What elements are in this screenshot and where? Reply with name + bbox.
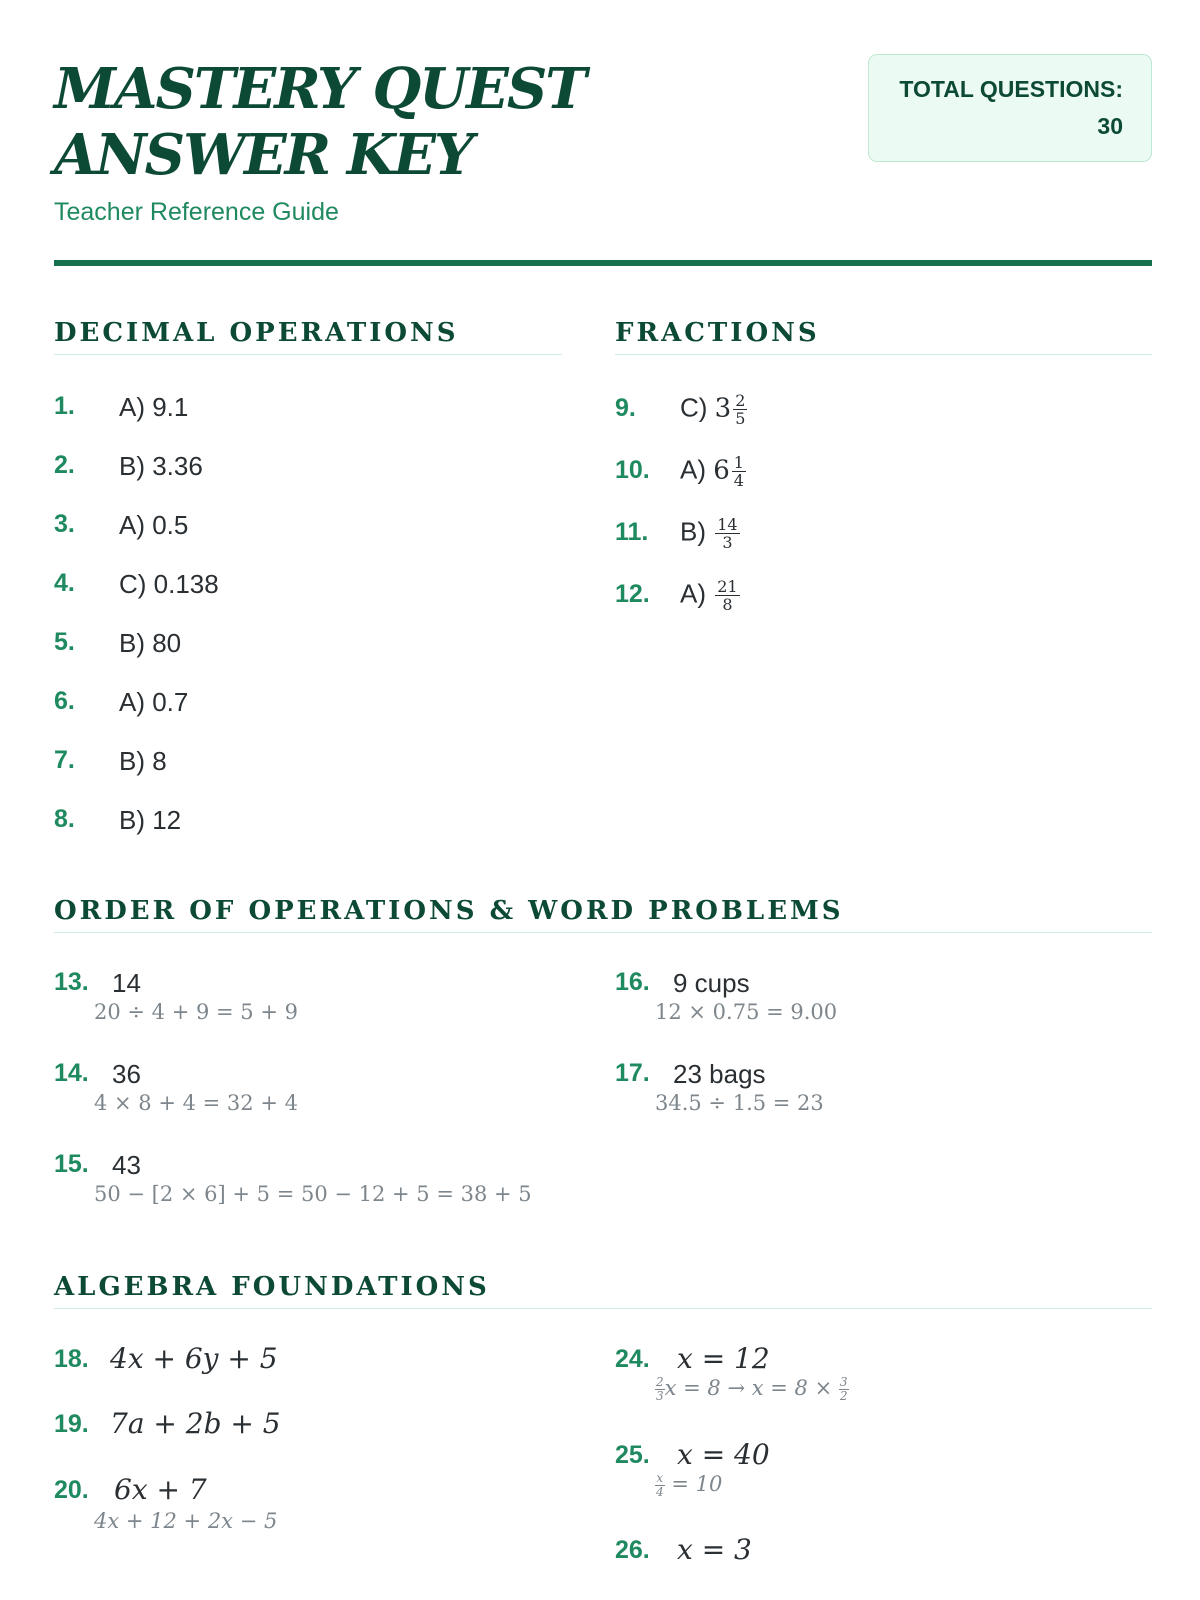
fraction-numerator: 2 bbox=[656, 1375, 664, 1389]
fraction-denominator: 3 bbox=[656, 1389, 664, 1403]
question-number: 2. bbox=[54, 451, 75, 479]
answer-text: 7a + 2b + 5 bbox=[110, 1407, 281, 1440]
question-number: 16. bbox=[615, 968, 650, 996]
answer-row bbox=[615, 1342, 1145, 1422]
fraction-denominator: 3 bbox=[722, 533, 733, 552]
fraction-numerator: x bbox=[656, 1471, 664, 1485]
answer-text: B) 80 bbox=[119, 628, 182, 658]
answer-choice: A) bbox=[680, 578, 706, 609]
answer-row bbox=[54, 1342, 594, 1392]
fraction-numerator: 2 bbox=[735, 391, 746, 410]
question-number: 6. bbox=[54, 687, 75, 715]
work-shown: 34.5 ÷ 1.5 = 23 bbox=[655, 1091, 824, 1115]
question-number: 10. bbox=[615, 456, 650, 484]
fraction-numerator: 1 bbox=[733, 453, 744, 472]
answer-row bbox=[615, 516, 1115, 566]
answer-row bbox=[54, 1150, 594, 1220]
answer-row bbox=[54, 392, 554, 442]
question-number: 25. bbox=[615, 1441, 650, 1469]
answer-row bbox=[54, 1473, 594, 1543]
question-number: 24. bbox=[615, 1345, 650, 1373]
answer-fraction bbox=[715, 516, 739, 551]
answer-text: 14 bbox=[112, 968, 141, 998]
question-number: 19. bbox=[54, 1410, 89, 1438]
question-number: 1. bbox=[54, 392, 75, 420]
answer-text bbox=[680, 454, 746, 489]
answer-fraction bbox=[733, 392, 747, 427]
answer-row bbox=[54, 1407, 594, 1457]
answer-row bbox=[615, 1533, 1145, 1583]
answer-row bbox=[615, 1059, 1145, 1129]
fraction-numerator: 14 bbox=[717, 515, 738, 534]
answer-text: 23 bags bbox=[673, 1059, 766, 1089]
answer-whole: 6 bbox=[713, 455, 730, 486]
question-number: 5. bbox=[54, 628, 75, 656]
answer-text: C) 0.138 bbox=[119, 569, 219, 599]
work-fraction bbox=[655, 1376, 665, 1403]
answer-text: 4x + 6y + 5 bbox=[110, 1342, 278, 1375]
answer-row bbox=[615, 968, 1145, 1038]
answer-text: x = 40 bbox=[677, 1438, 770, 1471]
section-title-algebra: ALGEBRA FOUNDATIONS bbox=[54, 1272, 1152, 1309]
total-questions-badge bbox=[868, 54, 1152, 162]
question-number: 3. bbox=[54, 510, 75, 538]
answer-text bbox=[680, 516, 740, 551]
question-number: 17. bbox=[615, 1059, 650, 1087]
question-number: 7. bbox=[54, 746, 75, 774]
work-fraction bbox=[655, 1472, 665, 1499]
answer-fraction bbox=[732, 454, 746, 489]
answer-text: 43 bbox=[112, 1150, 141, 1180]
question-number: 8. bbox=[54, 805, 75, 833]
total-questions-value: 30 bbox=[1097, 113, 1123, 139]
fraction-denominator: 8 bbox=[722, 595, 733, 614]
answer-row bbox=[54, 569, 554, 619]
answer-row bbox=[615, 1438, 1145, 1518]
fraction-numerator: 3 bbox=[839, 1375, 848, 1389]
header-divider bbox=[54, 260, 1152, 266]
question-number: 26. bbox=[615, 1536, 650, 1564]
work-shown: 50 − [2 × 6] + 5 = 50 − 12 + 5 = 38 + 5 bbox=[94, 1182, 532, 1206]
answer-row bbox=[615, 454, 1115, 504]
answer-text: B) 12 bbox=[119, 805, 182, 835]
work-expression: = 10 bbox=[671, 1472, 723, 1496]
question-number: 18. bbox=[54, 1345, 89, 1373]
question-number: 4. bbox=[54, 569, 75, 597]
answer-text bbox=[680, 392, 747, 427]
answer-row bbox=[54, 968, 594, 1038]
answer-key-page bbox=[54, 0, 1152, 1600]
work-expression: x = 8 → x = 8 × bbox=[664, 1376, 833, 1400]
question-number: 15. bbox=[54, 1150, 89, 1178]
fraction-denominator: 5 bbox=[735, 409, 746, 428]
answer-row bbox=[54, 1059, 594, 1129]
question-number: 20. bbox=[54, 1476, 89, 1504]
answer-text: B) 3.36 bbox=[119, 451, 203, 481]
answer-row bbox=[615, 392, 1115, 442]
answer-whole: 3 bbox=[714, 393, 732, 424]
answer-text: 36 bbox=[112, 1059, 141, 1089]
answer-row bbox=[54, 510, 554, 560]
answer-fraction bbox=[715, 578, 739, 613]
answer-text: x = 12 bbox=[677, 1342, 770, 1375]
answer-text: A) 0.7 bbox=[119, 687, 189, 717]
fraction-denominator: 4 bbox=[733, 471, 744, 490]
work-shown bbox=[655, 1376, 849, 1403]
answer-choice: A) bbox=[680, 454, 706, 485]
answer-text: B) 8 bbox=[119, 746, 167, 776]
answer-choice: C) bbox=[680, 392, 708, 423]
answer-row bbox=[615, 578, 1115, 628]
page-title: MASTERY QUEST ANSWER KEY bbox=[54, 56, 585, 188]
work-shown: 12 × 0.75 = 9.00 bbox=[655, 1000, 838, 1024]
work-shown: 4x + 12 + 2x − 5 bbox=[94, 1509, 278, 1533]
section-title-fractions: FRACTIONS bbox=[615, 318, 1152, 355]
total-questions-label: TOTAL QUESTIONS: bbox=[899, 76, 1123, 102]
answer-row bbox=[54, 451, 554, 501]
answer-text: A) 0.5 bbox=[119, 510, 189, 540]
answer-text: A) 9.1 bbox=[119, 392, 189, 422]
work-shown: 20 ÷ 4 + 9 = 5 + 9 bbox=[94, 1000, 298, 1024]
answer-row bbox=[54, 746, 554, 796]
answer-text: x = 3 bbox=[677, 1533, 752, 1566]
answer-row bbox=[54, 687, 554, 737]
fraction-denominator: 2 bbox=[839, 1389, 848, 1403]
fraction-denominator: 4 bbox=[656, 1485, 664, 1499]
answer-text: 6x + 7 bbox=[114, 1473, 207, 1506]
section-title-order-ops: ORDER OF OPERATIONS & WORD PROBLEMS bbox=[54, 896, 1152, 933]
work-shown: 4 × 8 + 4 = 32 + 4 bbox=[94, 1091, 298, 1115]
answer-row bbox=[54, 805, 554, 855]
question-number: 12. bbox=[615, 580, 650, 608]
answer-text: 9 cups bbox=[673, 968, 750, 998]
question-number: 9. bbox=[615, 394, 636, 422]
answer-choice: B) bbox=[680, 516, 706, 547]
answer-row bbox=[54, 628, 554, 678]
fraction-numerator: 21 bbox=[717, 577, 738, 596]
answer-text bbox=[680, 578, 740, 613]
question-number: 13. bbox=[54, 968, 89, 996]
section-title-decimal: DECIMAL OPERATIONS bbox=[54, 318, 562, 355]
question-number: 11. bbox=[615, 518, 649, 546]
page-subtitle: Teacher Reference Guide bbox=[54, 198, 339, 226]
work-fraction bbox=[839, 1376, 849, 1403]
work-shown bbox=[655, 1472, 722, 1499]
question-number: 14. bbox=[54, 1059, 89, 1087]
